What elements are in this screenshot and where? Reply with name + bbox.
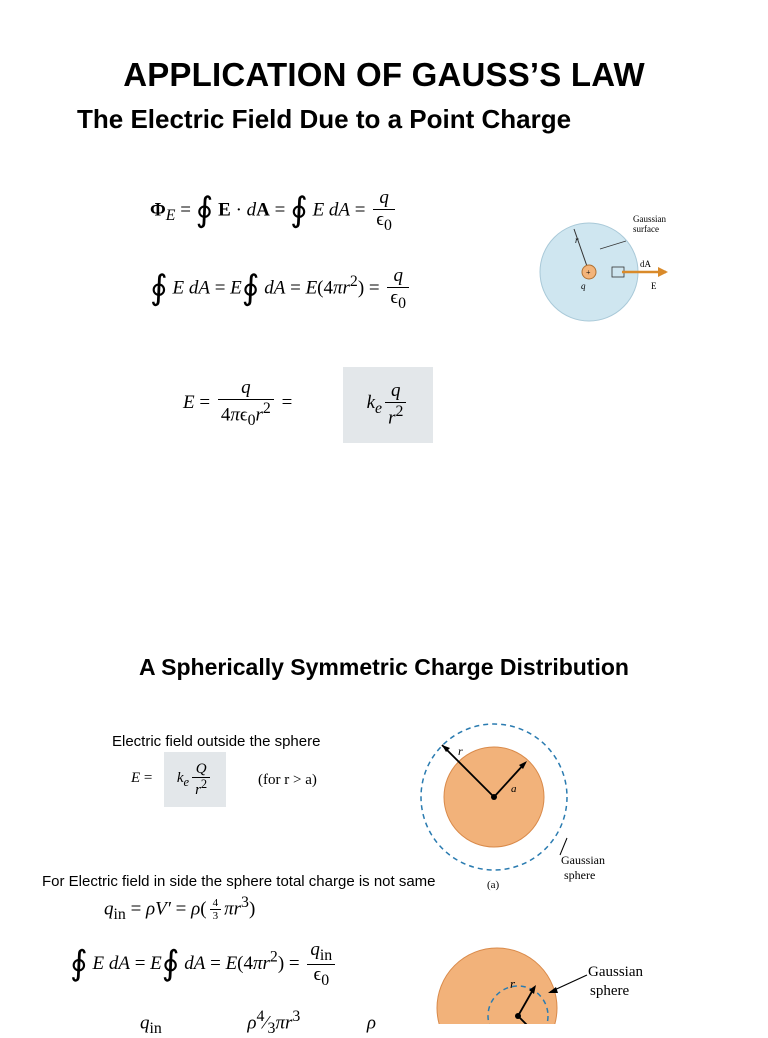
equation-flux: $\Phi_E$ = ∮ E · dA = ∮ E dA = $\frac{q}{\epsilon_0}$: [150, 188, 398, 234]
q-label: q: [581, 281, 586, 291]
field-arrowhead: [658, 267, 668, 277]
equation-coulomb-box: $k_e$ $\frac{q}{r^2}$: [343, 367, 433, 443]
r-label-b: r: [510, 976, 516, 991]
section-heading-point-charge: The Electric Field Due to a Point Charge: [77, 104, 572, 134]
r-label-a: r: [458, 744, 463, 758]
sphere-label-a-2: sphere: [564, 868, 596, 882]
center-dot: [491, 794, 497, 800]
section-heading-spherical: A Spherically Symmetric Charge Distribution: [139, 654, 629, 680]
E-label: E: [651, 281, 657, 291]
charged-sphere-b: [437, 948, 557, 1024]
sphere-label-b-2: sphere: [590, 983, 630, 999]
equation-inside-gauss: ∮ E dA = E∮ dA = $E(4\pi r^2)$ = $\frac{q_{in}}{\epsilon_0}$: [70, 940, 338, 989]
figure-b-inside: [430, 932, 670, 1024]
label-outside-sphere: Electric field outside the sphere: [112, 733, 321, 750]
a-label: a: [511, 783, 517, 795]
surface-label-2: surface: [633, 224, 659, 234]
r-label: r: [575, 235, 579, 245]
figure-point-charge: [530, 205, 720, 330]
dA-label: dA: [640, 259, 651, 269]
page-title: APPLICATION OF GAUSS’S LAW: [123, 56, 645, 93]
equation-outside-lhs: E =: [131, 770, 153, 786]
sphere-label-b-1: Gaussian: [588, 964, 643, 980]
figure-a-outside: [415, 715, 645, 895]
sphere-label-a-1: Gaussian: [561, 853, 605, 867]
label-inside-sphere: For Electric field in side the sphere total charge is not same: [42, 873, 436, 890]
surface-label-1: Gaussian: [633, 214, 666, 224]
caption-a: (a): [487, 879, 500, 891]
charge-symbol: +: [586, 268, 591, 277]
equation-field-point-charge: E = $\frac{q}{4\pi\epsilon_0r^2}$ =: [183, 377, 293, 430]
center-dot-b: [515, 1013, 521, 1019]
equation-gauss-sphere: ∮ E dA = E∮ dA = $E(4\pi r^2)$ = $\frac{q}{\epsilon_0}$: [150, 266, 412, 312]
condition-text: (for r > a): [258, 772, 317, 788]
equation-inside-partial: $q_{in}$ $\rho^4⁄_3\pi r^3$ ρ: [140, 1008, 376, 1038]
equation-outside-box: $k_e$ $\frac{Q}{r^2}$: [164, 752, 226, 807]
equation-qin: $q_{in} = \rho V' = \rho$( $\frac{4}{3}$ $\pi r^3$): [104, 894, 256, 924]
